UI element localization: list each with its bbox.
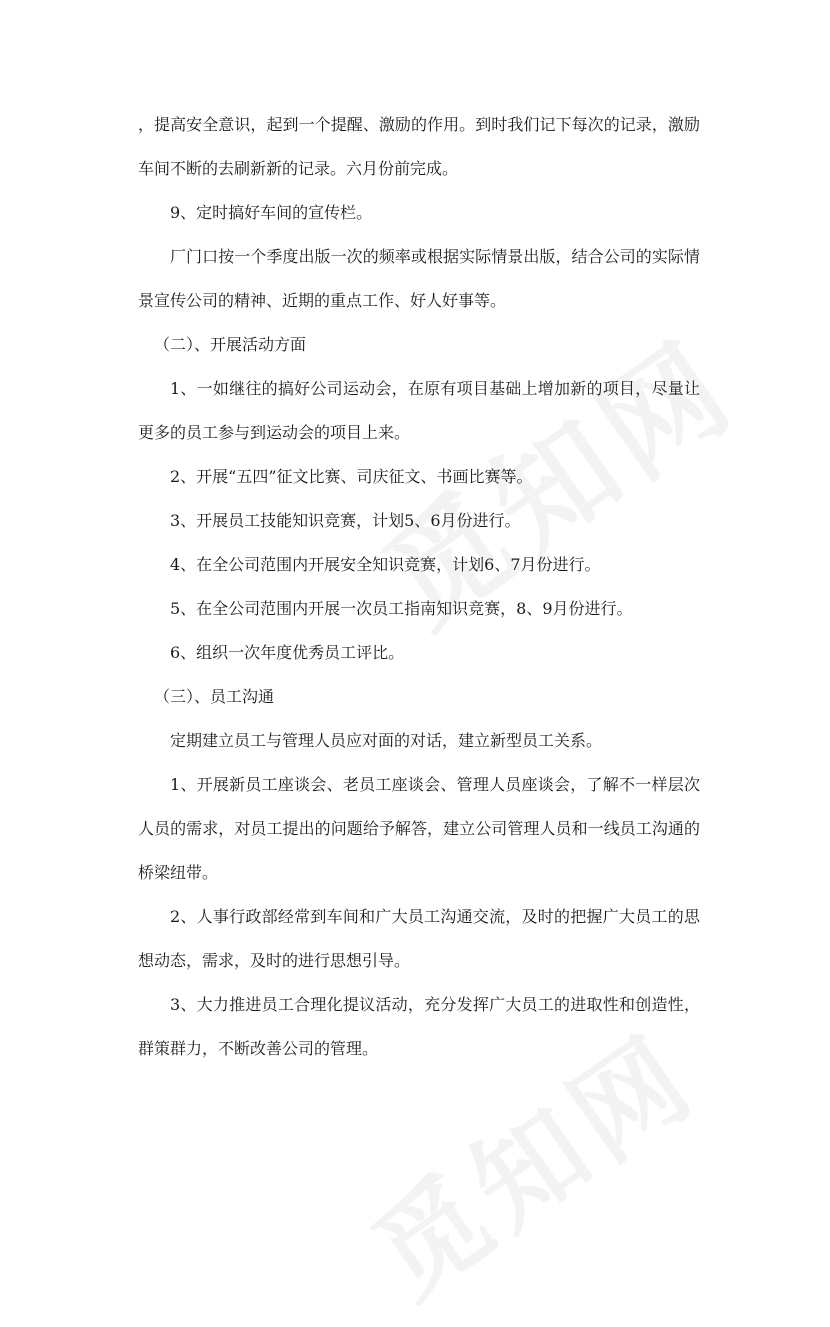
paragraph: ，提高安全意识，起到一个提醒、激励的作用。到时我们记下每次的记录，激励车间不断的去刷新新的记录。六月份前完成。 <box>138 115 700 178</box>
list-item: 4、在全公司范围内开展安全知识竞赛，计划6、7月份进行。 <box>170 555 601 574</box>
paragraph: 定期建立员工与管理人员应对面的对话，建立新型员工关系。 <box>170 731 603 750</box>
document-body <box>138 103 700 1071</box>
list-item: 1、一如继往的搞好公司运动会，在原有项目基础上增加新的项目，尽量让更多的员工参与到运动会的项目上来。 <box>138 379 700 442</box>
list-item: 6、组织一次年度优秀员工评比。 <box>170 643 405 662</box>
list-item: 5、在全公司范围内开展一次员工指南知识竞赛，8、9月份进行。 <box>170 599 633 618</box>
paragraph: 厂门口按一个季度出版一次的频率或根据实际情景出版，结合公司的实际情景宣传公司的精神、近期的重点工作、好人好事等。 <box>138 247 700 310</box>
list-item: 3、大力推进员工合理化提议活动，充分发挥广大员工的进取性和创造性，群策群力，不断改善公司的管理。 <box>138 995 700 1058</box>
list-item: 2、人事行政部经常到车间和广大员工沟通交流，及时的把握广大员工的思想动态，需求，及时的进行思想引导。 <box>138 907 700 970</box>
section-heading: （二）、开展活动方面 <box>154 335 307 354</box>
list-item: 9、定时搞好车间的宣传栏。 <box>170 203 373 222</box>
list-item: 3、开展员工技能知识竞赛，计划5、6月份进行。 <box>170 511 521 530</box>
list-item: 2、开展“五四”征文比赛、司庆征文、书画比赛等。 <box>170 467 533 486</box>
list-item: 1、开展新员工座谈会、老员工座谈会、管理人员座谈会，了解不一样层次人员的需求，对员工提出的问题给予解答，建立公司管理人员和一线员工沟通的桥梁纽带。 <box>138 775 700 882</box>
section-heading: （三）、员工沟通 <box>154 687 275 706</box>
